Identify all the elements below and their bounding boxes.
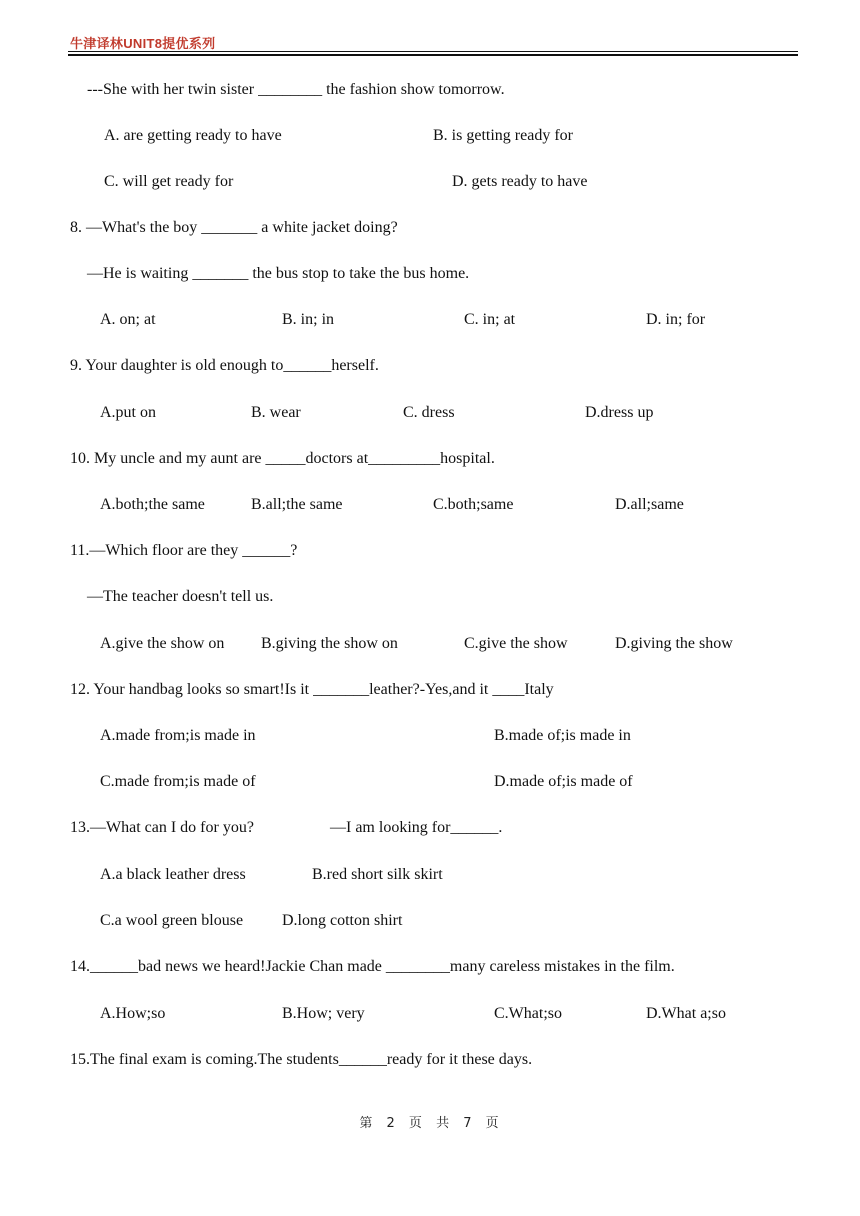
header-title: 牛津译林UNIT8提优系列 (70, 36, 216, 51)
footer-total-prefix: 共 (436, 1116, 452, 1131)
footer-total-unit: 页 (485, 1116, 501, 1131)
footer-page-number: 2 (386, 1116, 397, 1131)
q9-option-c: C. dress (403, 404, 455, 421)
q14-option-a: A.How;so (100, 1005, 166, 1022)
q12-option-c: C.made from;is made of (100, 773, 256, 790)
q11-option-b: B.giving the show on (261, 635, 398, 652)
q13-option-a: A.a black leather dress (100, 866, 246, 883)
q9-option-a: A.put on (100, 404, 156, 421)
q7-option-a: A. are getting ready to have (104, 127, 282, 144)
q11-option-d: D.giving the show (615, 635, 733, 652)
question-9-stem: 9. Your daughter is old enough to______herself. (70, 357, 379, 374)
q10-option-c: C.both;same (433, 496, 514, 513)
question-11-stem: 11.—Which floor are they ______? (70, 542, 298, 559)
question-10-stem: 10. My uncle and my aunt are _____doctors at_________hospital. (70, 450, 495, 467)
q13-option-b: B.red short silk skirt (312, 866, 443, 883)
q11-option-a: A.give the show on (100, 635, 225, 652)
footer-prefix: 第 (359, 1116, 375, 1131)
question-13-stem: 13.—What can I do for you? (70, 819, 254, 836)
question-8-response: —He is waiting _______ the bus stop to take the bus home. (87, 265, 470, 282)
footer-total-pages: 7 (463, 1116, 474, 1131)
q14-option-d: D.What a;so (646, 1005, 726, 1022)
q8-option-d: D. in; for (646, 311, 706, 328)
footer-page-unit: 页 (408, 1116, 424, 1131)
q12-option-d: D.made of;is made of (494, 773, 633, 790)
q7-option-b: B. is getting ready for (433, 127, 573, 144)
q10-option-d: D.all;same (615, 496, 684, 513)
q12-option-a: A.made from;is made in (100, 727, 256, 744)
q11-option-c: C.give the show (464, 635, 568, 652)
q9-option-d: D.dress up (585, 404, 654, 421)
q10-option-a: A.both;the same (100, 496, 205, 513)
question-15-stem: 15.The final exam is coming.The students______ready for it these days. (70, 1051, 533, 1068)
q14-option-b: B.How; very (282, 1005, 365, 1022)
question-14-stem: 14.______bad news we heard!Jackie Chan made ________many careless mistakes in the film. (70, 958, 675, 975)
q12-option-b: B.made of;is made in (494, 727, 631, 744)
q13-option-c: C.a wool green blouse (100, 912, 244, 929)
question-11-response: —The teacher doesn't tell us. (87, 588, 274, 605)
q14-option-c: C.What;so (494, 1005, 562, 1022)
q8-option-c: C. in; at (464, 311, 516, 328)
header-rule-thick (68, 54, 798, 56)
question-8-stem: 8. —What's the boy _______ a white jacket doing? (70, 219, 398, 236)
q7-option-c: C. will get ready for (104, 173, 234, 190)
q13-option-d: D.long cotton shirt (282, 912, 403, 929)
q7-option-d: D. gets ready to have (452, 173, 588, 190)
question-13-response: —I am looking for______. (330, 819, 503, 836)
question-12-stem: 12. Your handbag looks so smart!Is it _______leather?-Yes,and it ____Italy (70, 681, 554, 698)
header-rule-thin (68, 51, 798, 52)
q8-option-a: A. on; at (100, 311, 156, 328)
page-footer (0, 1112, 860, 1131)
q10-option-b: B.all;the same (251, 496, 343, 513)
q9-option-b: B. wear (251, 404, 301, 421)
q8-option-b: B. in; in (282, 311, 335, 328)
question-7-stem: ---She with her twin sister ________ the fashion show tomorrow. (87, 81, 505, 98)
